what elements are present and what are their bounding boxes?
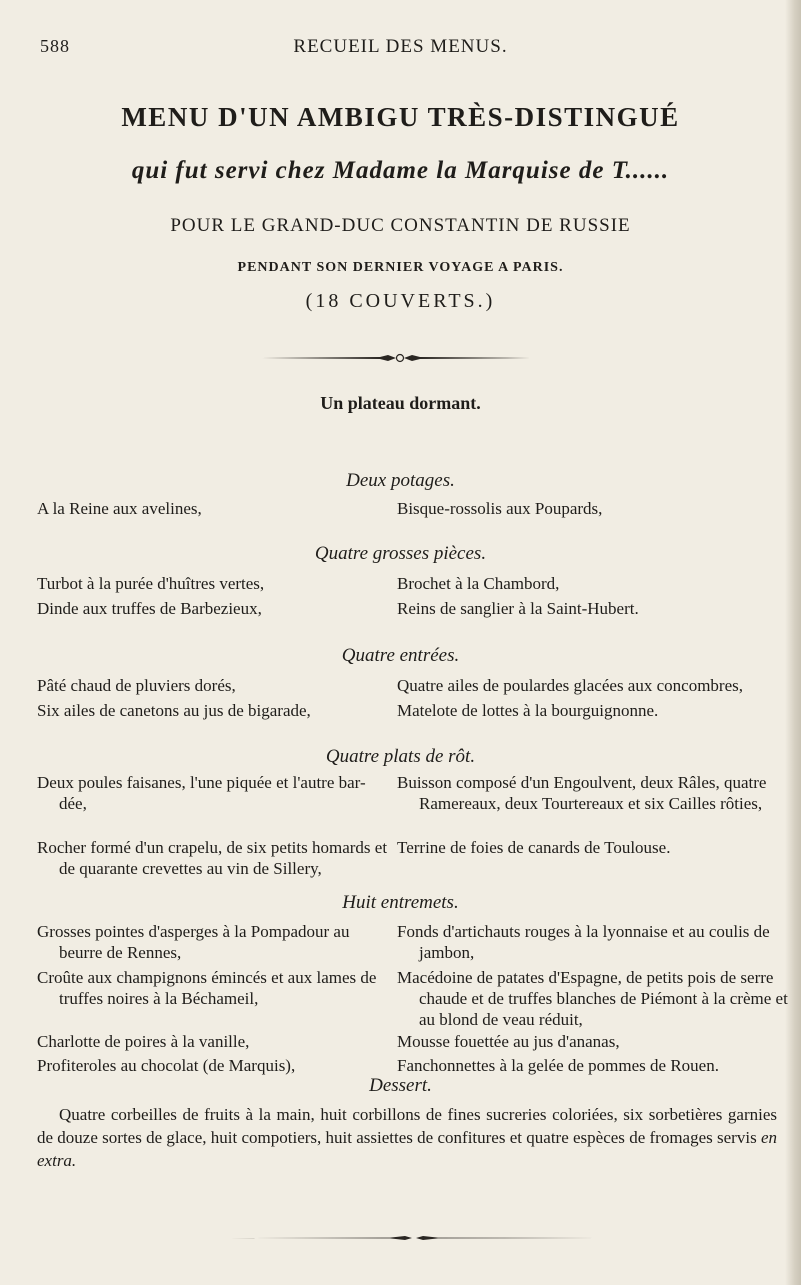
menu-subtitle: qui fut servi chez Madame la Marquise de T...... — [131, 157, 670, 184]
section-title-entremets: Huit entremets. — [342, 892, 459, 913]
end-rule — [230, 1234, 596, 1242]
grosse-piece-left-1: Turbot à la purée d'huîtres vertes, — [37, 574, 265, 593]
entree-right-1: Quatre ailes de poulardes glacées aux concombres, — [397, 676, 743, 695]
entremets-right-1: Fonds d'artichauts rouges à la lyonnaise et au coulis de jambon, — [397, 922, 770, 962]
section-title-rot: Quatre plats de rôt. — [325, 746, 476, 767]
menu-title: MENU D'UN AMBIGU TRÈS-DISTINGUÉ — [121, 102, 680, 132]
menu-covers: (18 COUVERTS.) — [305, 290, 496, 312]
entremets-right-2: Macédoine de patates d'Espagne, de petits pois de serre chaude et de truffes blanches de Piémont à la crème et au blond de veau réduit, — [397, 968, 788, 1029]
entremets-left-2: Croûte aux champignons émincés et aux lames de truffes noires à la Béchameil, — [37, 968, 377, 1008]
grosse-piece-left-2: Dinde aux truffes de Barbezieux, — [37, 599, 262, 618]
section-title-potages: Deux potages. — [346, 470, 455, 491]
entremets-right-4: Fanchonnettes à la gelée de pommes de Rouen. — [397, 1056, 719, 1075]
page-number: 588 — [40, 36, 70, 56]
entremets-left-1: Grosses pointes d'asperges à la Pompadour au beurre de Rennes, — [37, 922, 350, 962]
entremets-left-3: Charlotte de poires à la vanille, — [37, 1032, 250, 1051]
dessert-text — [37, 1103, 777, 1172]
grosse-piece-right-2: Reins de sanglier à la Saint-Hubert. — [397, 599, 639, 618]
rot-right-1: Buisson composé d'un Engoulvent, deux Râles, quatre Ramereaux, deux Tourtereaux et six Cailles rôties, — [397, 773, 767, 813]
potage-right: Bisque-rossolis aux Poupards, — [397, 499, 603, 518]
grosse-piece-right-1: Brochet à la Chambord, — [397, 574, 560, 593]
entremets-left-4: Profiteroles au chocolat (de Marquis), — [37, 1056, 296, 1075]
entree-left-2: Six ailes de canetons au jus de bigarade, — [37, 701, 311, 720]
rot-left-2: Rocher formé d'un crapelu, de six petits homards et de quarante crevettes au vin de Sillery, — [37, 838, 388, 878]
section-title-grosses-pieces: Quatre grosses pièces. — [314, 543, 487, 564]
running-head — [0, 36, 801, 60]
rot-left-1: Deux poules faisanes, l'une piquée et l'autre bar-dée, — [37, 773, 366, 813]
menu-dedication: POUR LE GRAND-DUC CONSTANTIN DE RUSSIE — [170, 215, 631, 236]
running-title: RECUEIL DES MENUS. — [293, 36, 508, 57]
centerpiece: Un plateau dormant. — [320, 393, 481, 413]
section-title-entrees: Quatre entrées. — [341, 645, 460, 666]
ornament-rule — [260, 352, 532, 364]
entremets-right-3: Mousse fouettée au jus d'ananas, — [397, 1032, 620, 1051]
entree-left-1: Pâté chaud de pluviers dorés, — [37, 676, 236, 695]
entree-right-2: Matelote de lottes à la bourguignonne. — [397, 701, 659, 720]
rot-right-2: Terrine de foies de canards de Toulouse. — [397, 838, 671, 857]
potage-left: A la Reine aux avelines, — [37, 499, 202, 518]
menu-occasion: PENDANT SON DERNIER VOYAGE A PARIS. — [237, 260, 564, 275]
dessert-body: Quatre corbeilles de fruits à la main, huit corbillons de fines sucreries coloriées, six sorbetières garnies de douze sortes de glace, huit compotiers, huit assiettes de confitures et quatre espèces de fromages servis — [37, 1105, 777, 1147]
dessert-italic: en extra. — [37, 1128, 778, 1170]
section-title-dessert: Dessert. — [369, 1075, 432, 1096]
